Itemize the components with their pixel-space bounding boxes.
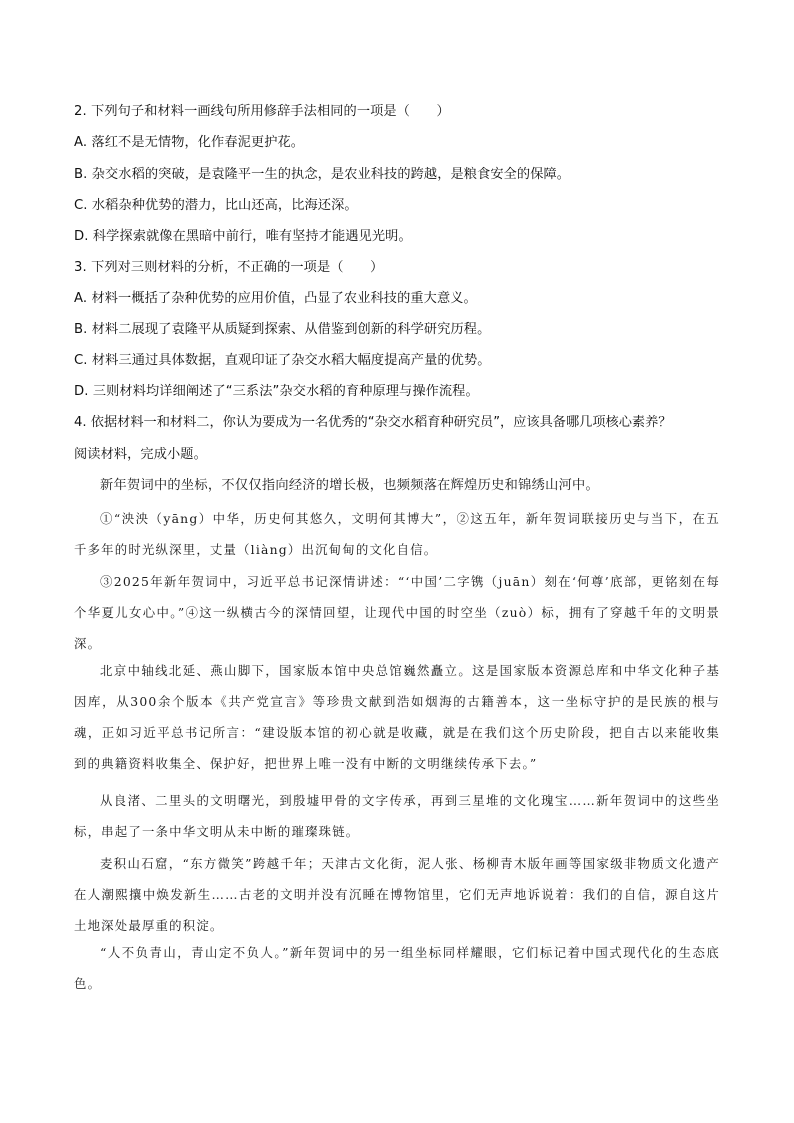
- question-2-option-c: C. 水稻杂种优势的潜力，比山还高，比海还深。: [74, 198, 358, 213]
- question-2-option-b: B. 杂交水稻的突破，是袁隆平一生的执念，是农业科技的跨越，是粮食安全的保障。: [74, 167, 571, 182]
- question-2-option-a: A. 落红不是无情物，化作春泥更护花。: [74, 135, 305, 150]
- question-2-option-d: D. 科学探索就像在黑暗中前行，唯有坚持才能遇见光明。: [74, 229, 412, 244]
- question-3-option-b: B. 材料二展现了袁隆平从质疑到探索、从借鉴到创新的科学研究历程。: [74, 322, 491, 337]
- question-3-option-d: D. 三则材料均详细阐述了“三系法”杂交水稻的育种原理与操作流程。: [74, 384, 479, 399]
- question-3-option-c: C. 材料三通过具体数据，直观印证了杂交水稻大幅度提高产量的优势。: [74, 353, 491, 368]
- passage-paragraph-5: 从良渚、二里头的文明曙光，到殷墟甲骨的文字传承，再到三星堆的文化瑰宝……新年贺词中的这些坐标，串起了一条中华文明从未中断的璀璨珠链。: [74, 793, 720, 839]
- passage-paragraph-3: ③2025年新年贺词中，习近平总书记深情讲述：“‘中国’二字镌（juān）刻在‘何尊’底部，更铭刻在每个华夏儿女心中。”④这一纵横古今的深情回望，让现代中国的时空坐（zuò）标，拥有了穿越千年的文明景深。: [74, 574, 720, 651]
- reading-instruction: 阅读材料，完成小题。: [74, 447, 207, 462]
- passage-paragraph-1: 新年贺词中的坐标，不仅仅指向经济的增长极，也频频落在辉煌历史和锦绣山河中。: [100, 478, 600, 493]
- question-4-stem: 4. 依据材料一和材料二，你认为要成为一名优秀的“杂交水稻育种研究员”，应该具备哪几项核心素养？: [74, 415, 672, 430]
- question-2-stem: 2. 下列句子和材料一画线句所用修辞手法相同的一项是（ ）: [74, 104, 450, 119]
- passage-paragraph-4: 北京中轴线北延、燕山脚下，国家版本馆中央总馆巍然矗立。这是国家版本资源总库和中华文化种子基因库，从300余个版本《共产党宣言》等珍贵文献到浩如烟海的古籍善本，这一坐标守护的是民族的根与魂，正如习近平总书记所言：“建设版本馆的初心就是收藏，就是在我们这个历史阶段，把自古以来能收集到的典籍资料收集全、保护好，把世界上唯一没有中断的文明继续传承下去。”: [74, 663, 720, 771]
- passage-paragraph-6: 麦积山石窟，“东方微笑”跨越千年；天津古文化街，泥人张、杨柳青木版年画等国家级非物质文化遗产在人潮熙攘中焕发新生……古老的文明并没有沉睡在博物馆里，它们无声地诉说着：我们的自信，源自这片土地深处最厚重的积淀。: [74, 856, 720, 933]
- question-3-option-a: A. 材料一概括了杂种优势的应用价值，凸显了农业科技的重大意义。: [74, 291, 477, 306]
- passage-paragraph-7: “人不负青山，青山定不负人。”新年贺词中的另一组坐标同样耀眼，它们标记着中国式现代化的生态底色。: [74, 945, 720, 991]
- question-3-stem: 3. 下列对三则材料的分析，不正确的一项是（ ）: [74, 260, 384, 275]
- passage-paragraph-2: ①“泱泱（yāng）中华，历史何其悠久，文明何其博大”，②这五年，新年贺词联接历史与当下，在五千多年的时光纵深里，丈量（liàng）出沉甸甸的文化自信。: [74, 511, 720, 557]
